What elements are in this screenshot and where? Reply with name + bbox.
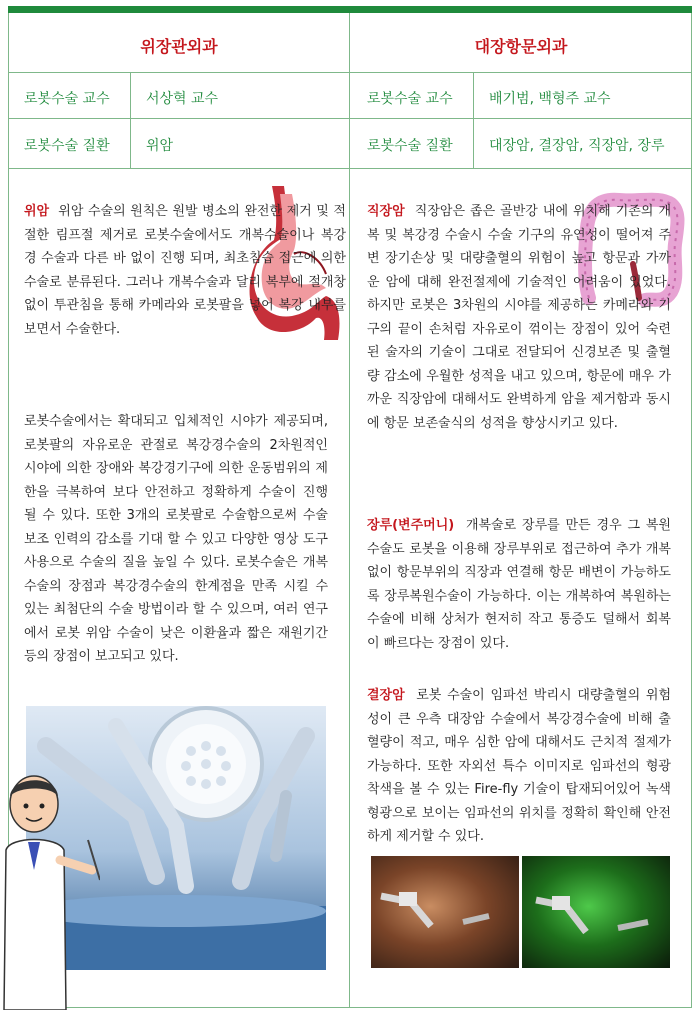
left-disease-label: 로봇수술 질환	[24, 138, 110, 154]
separator-right	[473, 72, 474, 168]
left-professor-label: 로봇수술 교수	[24, 91, 110, 107]
stomach-cancer-heading: 위암	[24, 204, 50, 219]
top-bar	[8, 6, 692, 13]
left-disease-value: 위암	[146, 138, 174, 154]
column-divider	[349, 13, 350, 1008]
right-professor-value: 배기범, 백형주 교수	[489, 91, 611, 107]
robot-surgery-text: 로봇수술에서는 확대되고 입체적인 시야가 제공되며, 로봇팔의 자유로운 관절로 복강경수술의 2차원적인 시야에 의한 장애와 복강경기구에 의한 운동범위의 제한을 극복하여 보다 안전하고 정확하게 수술이 진행 될 수 있다. 또한 3개의 로봇팔로 수술함으로써 수술 보조 인력의 감소를 기대 할 수 있고 다양한 영상 도구 사용으로 수술의 질을 높일 수 있다. 로봇수술은 개복수술의 장점과 복강경수술의 한계점을 만족 시킬 수 있는 최첨단의 수술 방법이라 할 수 있으며, 여러 연구에서 로봇 위암 수술이 낮은 이환율과 짧은 재원기간 등의 장점이 보고되고 있다.	[24, 414, 328, 664]
left-column-header: 위장관외과	[140, 37, 218, 56]
surgery-photo-normal	[371, 856, 519, 968]
rectal-cancer-text: 직장암은 좁은 골반강 내에 위치해 기존의 개복 및 복강경 수술시 수술 기구의 유연성이 떨어져 주변 장기손상 및 대량출혈의 위험이 높고 항문과 가까운 암에 대해 완전절제에 기술적인 어려움이 있었다. 하지만 로봇은 3차원의 시야를 제공하는 카메라와 기구의 끝이 손처럼 자유로이 꺾이는 장점이 있어 숙련된 술자의 기술이 그대로 전달되어 신경보존 및 출혈량 감소에 우월한 성적을 내고 있으며, 항문에 매우 가까운 직장암에 대해서도 완벽하게 암을 제거함과 동시에 항문 보존술식의 성적을 향상시키고 있다.	[367, 204, 672, 431]
divider-disease	[8, 168, 692, 169]
separator-left	[130, 72, 131, 168]
stomach-cancer-text: 위암 수술의 원칙은 원발 병소의 완전한 제거 및 적절한 림프절 제거로 로봇수술에서도 개복수술이나 복강경 수술과 다른 바 없이 진행 되며, 최초침습 접근에 의한 수술로 분류된다. 그러나 개복수술과 달리 복부에 절개창 없이 투관침을 통해 카메라와 로봇팔을 넣어 복강 내부를 보면서 수술한다.	[24, 204, 346, 337]
right-disease-value: 대장암, 결장암, 직장암, 장루	[489, 138, 665, 154]
doctor-illustration	[0, 770, 100, 1010]
left-professor-value: 서상혁 교수	[146, 91, 219, 107]
stoma-text: 개복술로 장루를 만든 경우 그 복원수술도 로봇을 이용해 장루부위로 접근하여 추가 개복없이 항문부위의 직장과 연결해 항문 배변이 가능하도록 장루복원수술이 가능하다. 이는 개복하여 복원하는 수술에 비해 상처가 현저히 작고 통증도 덜해서 회복이 빠르다는 장점이 있다.	[367, 518, 671, 651]
right-paragraph-rectal	[367, 200, 671, 435]
stoma-heading: 장루(변주머니)	[367, 518, 455, 533]
divider-professor	[8, 118, 692, 119]
colon-cancer-heading: 결장암	[367, 688, 405, 703]
right-professor-label: 로봇수술 교수	[367, 91, 453, 107]
right-paragraph-colon	[367, 684, 671, 849]
divider-header	[8, 72, 692, 73]
left-paragraph-stomach	[24, 200, 346, 341]
right-disease-label: 로봇수술 질환	[367, 138, 453, 154]
left-paragraph-robot	[24, 410, 328, 669]
surgery-photo-firefly	[522, 856, 670, 968]
right-paragraph-stoma	[367, 514, 671, 655]
right-column-header: 대장항문외과	[474, 37, 568, 56]
rectal-cancer-heading: 직장암	[367, 204, 405, 219]
colon-cancer-text: 로봇 수술이 임파선 박리시 대량출혈의 위험성이 큰 우측 대장암 수술에서 복강경수술에 비해 출혈량이 적고, 매우 심한 암에 대해서도 근치적 절제가 가능하다. 또한 자외선 특수 이미지로 임파선의 형광착색을 볼 수 있는 Fire-fly 기술이 탑재되어있어 녹색 형광으로 보이는 임파선의 위치를 정확히 확인해 안전하게 제거할 수 있다.	[367, 688, 672, 844]
